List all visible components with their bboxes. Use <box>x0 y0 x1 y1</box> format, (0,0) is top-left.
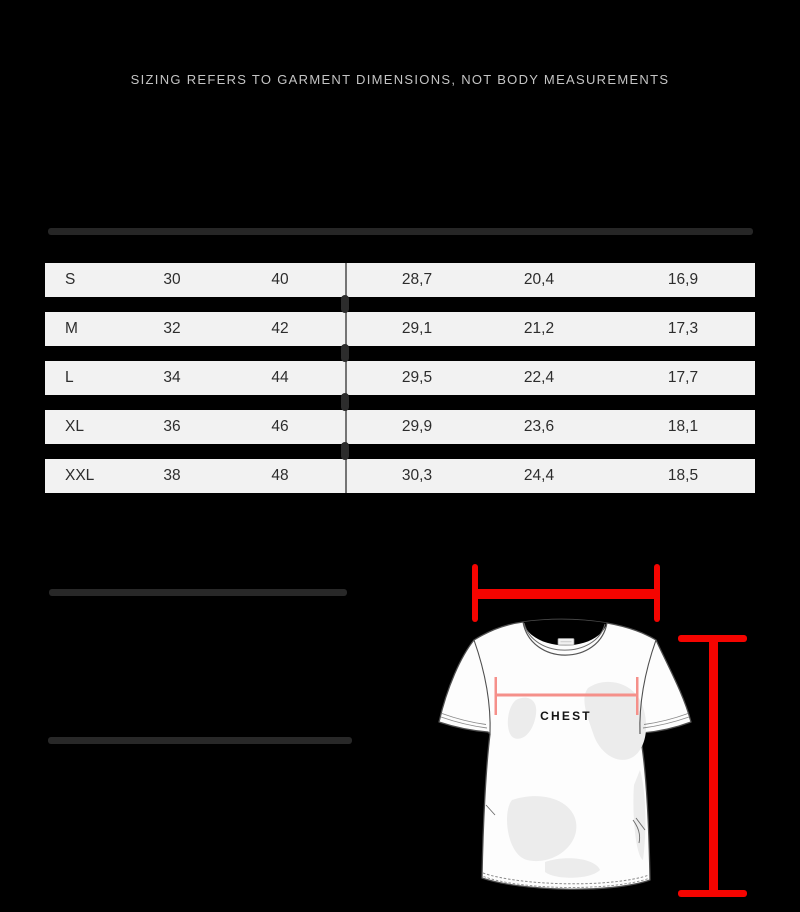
table-cell: 16,9 <box>667 271 699 288</box>
table-cell: 30 <box>163 271 181 288</box>
divider-gap-mark <box>341 344 349 362</box>
table-cell: 30,3 <box>401 467 433 484</box>
size-label: XXL <box>65 467 95 484</box>
table-row <box>45 263 755 297</box>
size-label: M <box>65 320 78 337</box>
size-label: XL <box>65 418 84 435</box>
divider-gap-mark <box>341 295 349 313</box>
length-ruler <box>678 635 747 897</box>
table-cell: 18,1 <box>667 418 699 435</box>
table-cell: 46 <box>271 418 289 435</box>
table-row <box>45 312 755 346</box>
table-cell: 29,1 <box>401 320 433 337</box>
length-ruler-bar <box>709 635 718 897</box>
divider-gap-mark <box>341 442 349 460</box>
neck-tag <box>558 639 574 646</box>
table-cell: 20,4 <box>523 271 555 288</box>
table-cell: 42 <box>271 320 289 337</box>
table-cell: 21,2 <box>523 320 555 337</box>
tshirt-measurement-diagram <box>425 550 770 912</box>
table-cell: 34 <box>163 369 181 386</box>
table-cell: 23,6 <box>523 418 555 435</box>
table-row <box>45 459 755 493</box>
chest-label: CHEST <box>540 709 592 723</box>
table-cell: 24,4 <box>523 467 555 484</box>
section-rule-2 <box>48 737 352 744</box>
size-label: L <box>65 369 74 386</box>
divider-gap-mark <box>341 393 349 411</box>
table-cell: 32 <box>163 320 181 337</box>
table-cell: 22,4 <box>523 369 555 386</box>
table-cell: 28,7 <box>401 271 433 288</box>
size-label: S <box>65 271 76 288</box>
table-cell: 36 <box>163 418 181 435</box>
size-table <box>45 228 755 494</box>
table-cell: 29,5 <box>401 369 433 386</box>
section-rule-1 <box>49 589 347 596</box>
column-divider <box>345 361 347 395</box>
width-ruler-bar <box>472 589 660 599</box>
sizing-disclaimer-text: SIZING REFERS TO GARMENT DIMENSIONS, NOT BODY MEASUREMENTS <box>130 72 670 87</box>
width-ruler <box>472 564 660 622</box>
table-cell: 17,7 <box>667 369 699 386</box>
table-cell: 17,3 <box>667 320 699 337</box>
table-cell: 44 <box>271 369 289 386</box>
table-row <box>45 410 755 444</box>
column-divider <box>345 263 347 297</box>
table-cell: 38 <box>163 467 181 484</box>
column-divider <box>345 459 347 493</box>
table-cell: 18,5 <box>667 467 699 484</box>
table-header-rule <box>48 228 753 235</box>
table-row <box>45 361 755 395</box>
column-divider <box>345 312 347 346</box>
column-divider <box>345 410 347 444</box>
table-cell: 40 <box>271 271 289 288</box>
table-cell: 29,9 <box>401 418 433 435</box>
table-cell: 48 <box>271 467 289 484</box>
